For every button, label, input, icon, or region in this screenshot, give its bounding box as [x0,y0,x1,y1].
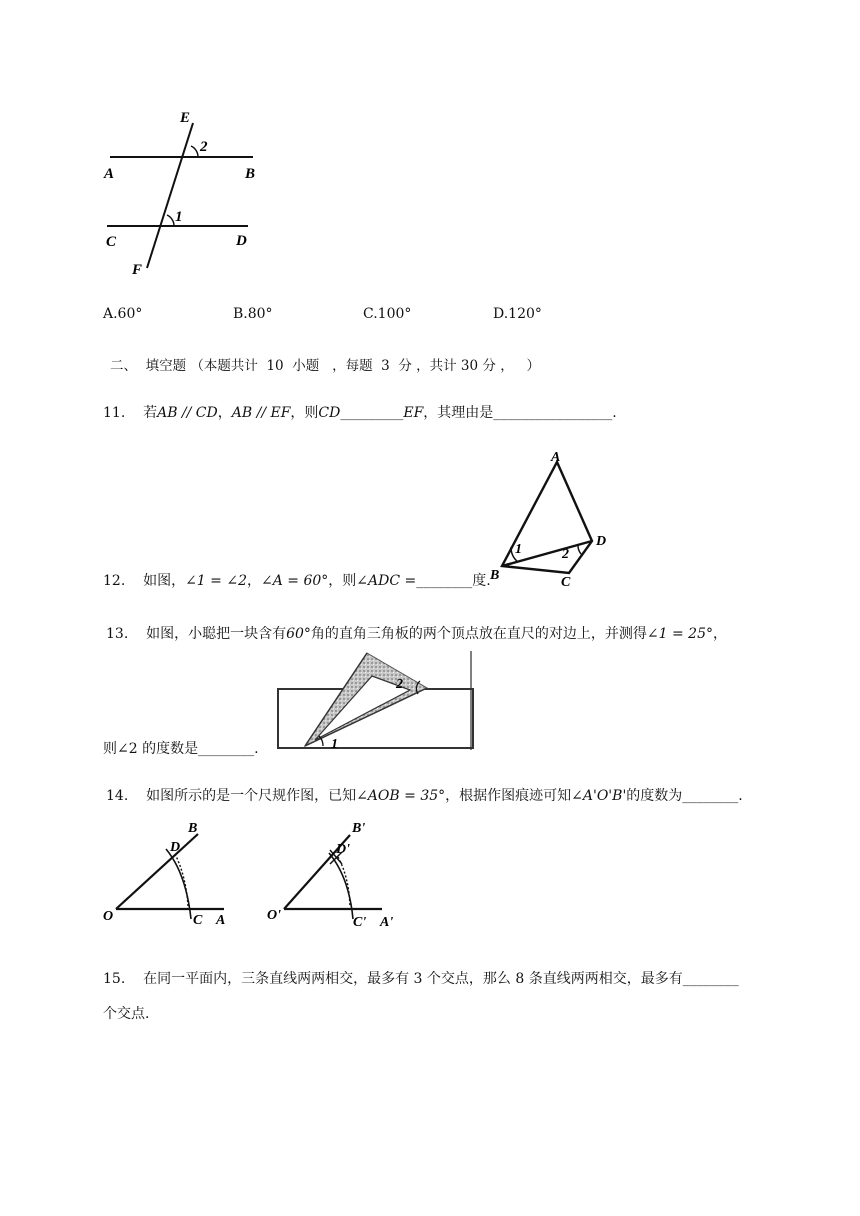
q11-blank-1[interactable]: _________ [340,405,404,421]
q11-text: 若 [143,405,158,421]
q11-number: 11. [103,405,126,421]
label-F: F [132,262,143,278]
q12-math-3: ∠ADC = [356,573,417,589]
q12-label-A: A [551,450,561,465]
choice-a[interactable]: A.60° [103,306,143,322]
q11-comma: ， [217,405,232,421]
q15-text: 在同一平面内，三条直线两两相交，最多有 3 个交点，那么 8 条直线两两相交，最多有 [143,971,683,987]
q12-blank[interactable]: ________ [416,573,473,589]
q14-right-label-B: B' [352,821,366,836]
q11-blank-2[interactable]: _________________ [493,405,613,421]
q14-number: 14. [106,788,129,804]
q12-text: 如图， [143,573,186,589]
choice-d[interactable]: D.120° [493,306,542,322]
label-D: D [236,233,247,249]
q14-right-label-D: D' [336,842,350,857]
q12-label-2: 2 [562,547,569,562]
q14-left-label-C: C [193,913,203,928]
angle-construction-right [262,815,412,930]
q13-math-1: 60° [286,626,311,642]
q12-label-C: C [561,575,571,590]
q11-end: . [612,405,617,421]
quadrilateral-figure [482,446,617,590]
q14-end: . [738,788,743,804]
q11-math-4: EF [403,405,424,421]
q12-label-B: B [490,568,500,583]
q13-number: 13. [106,626,129,642]
q14-blank[interactable]: ________ [682,788,739,804]
q14-left-label-O: O [103,909,114,924]
q12-number: 12. [103,573,126,589]
q11-math-2: AB // EF [231,405,291,421]
q13-label-1: 1 [331,737,338,752]
q12-label-1: 1 [515,542,522,557]
q14-math-2: ∠A'O'B' [571,788,627,804]
label-angle-1: 1 [175,209,183,225]
q14-right-label-A: A' [380,915,394,930]
section-header: 二、 填空题 （本题共计 10 小题 ，每题 3 分 ，共计 30 分 ， ） [110,358,541,374]
q13-end: . [254,741,259,757]
angle-construction-left [98,820,238,930]
q11-text-c: ，其理由是 [423,405,494,421]
parallel-lines-figure [95,100,275,285]
q12-text-b: ，则 [328,573,357,589]
label-B: B [245,166,256,182]
q12-comma: ， [246,573,261,589]
q13-line2-text: 则∠2 的度数是 [103,741,199,757]
label-A: A [104,166,115,182]
q15-number: 15. [103,971,126,987]
label-C: C [106,234,117,250]
question-15-line-2: 个交点. [103,1006,150,1022]
q12-unit: 度. [472,573,491,589]
q11-math-3: CD [318,405,341,421]
q12-math-1: ∠1 = ∠2 [185,573,247,589]
q14-math-1: ∠AOB = 35° [356,788,446,804]
q14-text-c: 的度数为 [626,788,683,804]
q13-text: 如图，小聪把一块含有 [146,626,287,642]
q14-left-label-B: B [188,821,198,836]
q14-right-label-C: C' [353,915,367,930]
q11-math-1: AB // CD [157,405,218,421]
choice-b[interactable]: B.80° [233,306,273,322]
label-E: E [180,110,191,126]
question-15 [103,968,739,988]
q14-left-label-D: D [170,840,181,855]
q14-text-b: ，根据作图痕迹可知 [445,788,572,804]
q13-blank[interactable]: ________ [198,741,255,757]
question-13 [106,623,727,643]
label-angle-2: 2 [200,139,208,155]
q13-text-b: 角的直角三角板的两个顶点放在直尺的对边上，并测得 [310,626,647,642]
choice-c[interactable]: C.100° [363,306,412,322]
q14-left-label-A: A [216,913,226,928]
question-13-line-2 [103,738,259,758]
q14-text: 如图所示的是一个尺规作图，已知 [146,788,357,804]
ruler-triangle-figure [275,650,477,752]
q12-label-D: D [596,534,607,549]
q13-math-2: ∠1 = 25° [646,626,713,642]
q11-text-b: ，则 [290,405,319,421]
q13-text-c: ， [713,626,727,642]
q12-math-2: ∠A = 60° [260,573,329,589]
q13-label-2: 2 [396,677,403,692]
q14-right-label-O: O' [267,908,281,923]
question-11 [103,402,617,422]
question-14 [106,785,743,805]
question-12 [103,570,491,590]
q15-blank[interactable]: ________ [682,971,739,987]
